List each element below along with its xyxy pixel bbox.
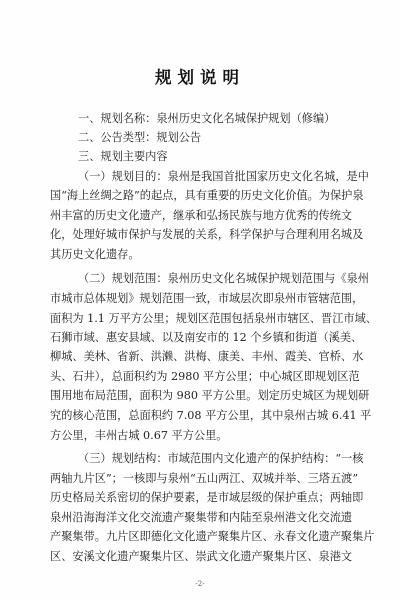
paragraph-line: 区、安溪文化遗产聚集片区、崇武文化遗产聚集片区、泉港文 [50,550,353,563]
paragraph-line: （三）规划结构：市域范围内文化遗产的保护结构：“一核 [78,452,364,465]
paragraph-line: 产聚集带。九片区即德化文化遗产聚集片区、永春文化遗产聚集片 [50,530,375,543]
paragraph-line: 泉州沿海海洋文化交流遗产聚集带和内陆至泉州港文化交流遗 [50,511,353,524]
item-main-content-heading: 三、规划主要内容 [78,150,168,163]
paragraph-line: 围用地布局范围，面积为 980 平方公里。划定历史城区为规划研 [50,389,370,402]
paragraph-line: 方公里，丰州古城 0.67 平方公里。 [50,429,228,442]
page-number: -2- [195,580,205,588]
paragraph-line: 化，处理好城市保护与发展的关系，科学保护与合理利用名城及 [50,228,364,241]
paragraph-line: 其历史文化遗存。 [50,248,140,261]
paragraph-line: （一）规划目的：泉州是我国首批国家历史文化名城，是中 [78,170,369,183]
paragraph-line: 国“海上丝绸之路”的起点，具有重要的历史文化价值。为保护泉 [50,189,364,202]
paragraph-line: 历史格局关系密切的保护要素，是市域层级的保护重点；两轴即 [50,491,364,504]
paragraph-line: 市城市总体规划》规划范围一致，市域层次即泉州市管辖范围， [50,292,364,305]
paragraph-line: 柳城、美林、省新、洪濑、洪梅、康美、丰州、霞美、官桥、水 [50,350,364,363]
paragraph-line: （二）规划范围：泉州历史文化名城保护规划范围与《泉州 [78,272,369,285]
paragraph-line: 究的核心范围，总面积约 7.08 平方公里，其中泉州古城 6.41 平 [50,409,372,422]
document-title: 规划说明 [155,68,245,87]
paragraph-line: 头、石井），总面积约为 2980 平方公里；中心城区即规划区范 [50,370,360,383]
item-plan-name: 一、规划名称：泉州历史文化名城保护规划（修编） [78,112,336,125]
paragraph-line: 两轴九片区”；一核即与泉州“五山两江、双城并举、三塔五渡” [50,472,359,485]
paragraph-line: 面积为 1.1 万平方公里；规划区范围包括泉州市辖区、晋江市域、 [50,312,377,325]
paragraph-line: 石狮市域、惠安县域、以及南安市的 12 个乡镇和街道（溪美、 [50,331,363,344]
paragraph-line: 州丰富的历史文化遗产，继承和弘扬民族与地方优秀的传统文 [50,209,353,222]
item-notice-type: 二、公告类型：规划公告 [78,131,202,144]
